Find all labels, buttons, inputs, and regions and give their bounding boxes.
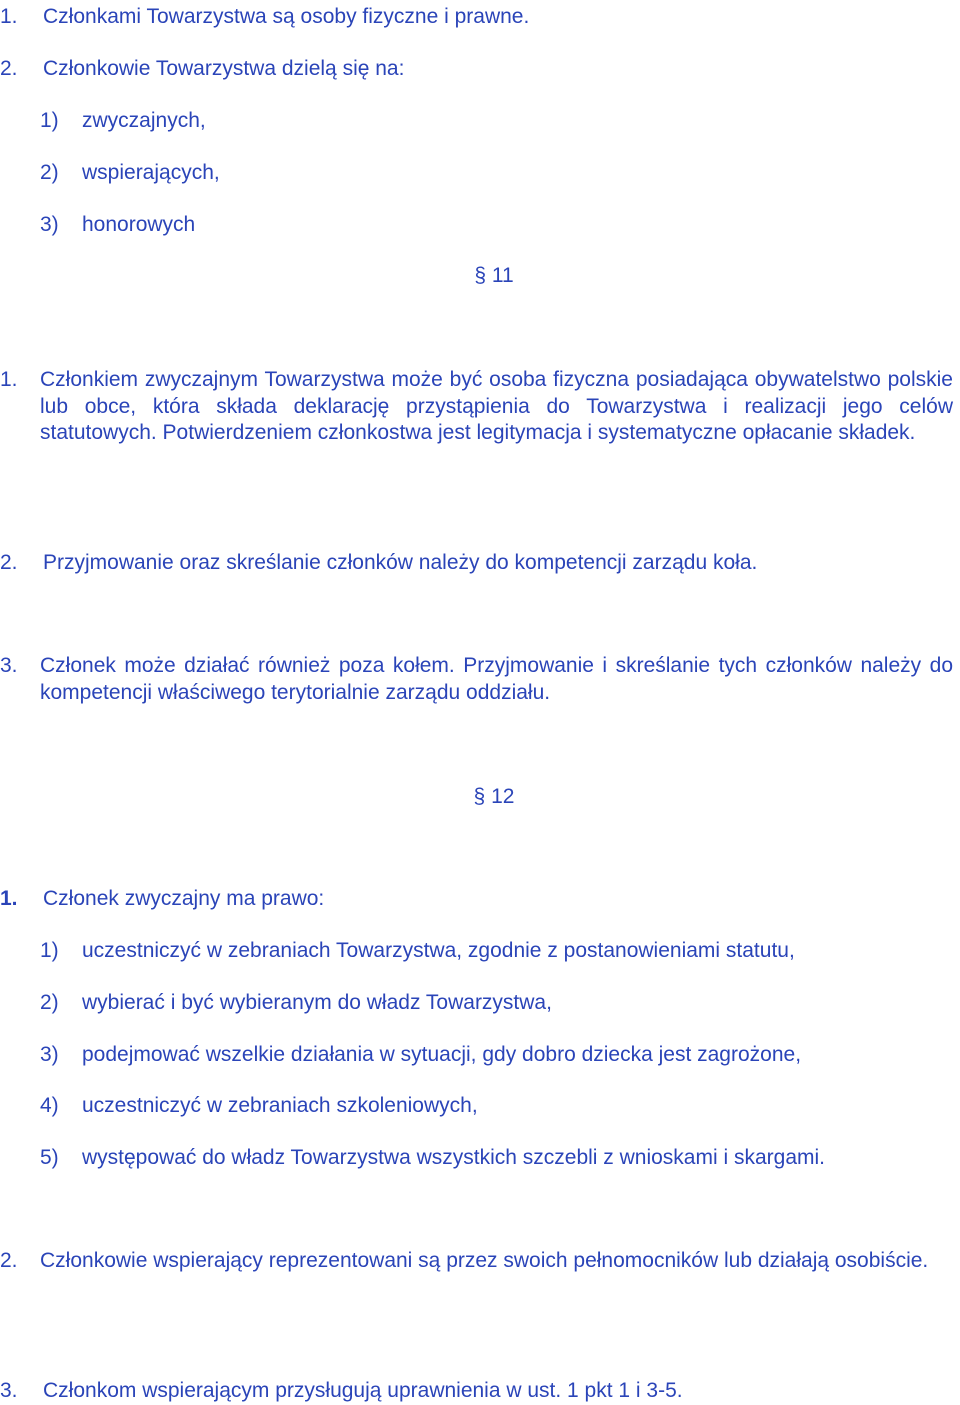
paragraph-number: 3. — [0, 654, 18, 677]
item-text: Członkowie Towarzystwa dzielą się na: — [43, 57, 405, 80]
item-number: 2) — [40, 161, 59, 184]
item-number: 5) — [40, 1146, 59, 1169]
item-text: wybierać i być wybieranym do władz Towarzystwa, — [82, 991, 552, 1014]
paragraph-number: 3. — [0, 1379, 18, 1402]
item-number: 3) — [40, 213, 59, 236]
paragraph-number: 1. — [0, 887, 18, 910]
paragraph-text: Członkiem zwyczajnym Towarzystwa może być osoba fizyczna posiadająca obywatelstwo polskie lub obce, która składa deklarację przystąpienia do Towarzystwa i realizacji jego celów statutowych. Potwierdzeniem członkostwa jest legitymacja i systematyczne opłacanie składek. — [40, 368, 953, 444]
item-number: 2. — [0, 57, 18, 80]
item-text: honorowych — [82, 213, 196, 236]
item-text: Członkami Towarzystwa są osoby fizyczne i prawne. — [43, 5, 530, 28]
item-number: 3) — [40, 1043, 59, 1066]
item-text: występować do władz Towarzystwa wszystkich szczebli z wnioskami i skargami. — [82, 1146, 826, 1169]
section-symbol: § — [474, 264, 487, 287]
item-number: 2) — [40, 991, 59, 1014]
item-number: 1) — [40, 109, 59, 132]
paragraph-text: Członkowie wspierający reprezentowani są przez swoich pełnomocników lub działają osobiście. — [40, 1249, 929, 1272]
item-text: wspierających, — [82, 161, 220, 184]
paragraph-number: 1. — [0, 368, 18, 391]
paragraph-text: Przyjmowanie oraz skreślanie członków należy do kompetencji zarządu koła. — [43, 551, 758, 574]
section-symbol: § — [473, 785, 486, 808]
paragraph-text: Członek zwyczajny ma prawo: — [43, 887, 325, 910]
item-number: 1. — [0, 5, 18, 28]
item-number: 4) — [40, 1094, 59, 1117]
paragraph-text: Członkom wspierającym przysługują uprawnienia w ust. 1 pkt 1 i 3-5. — [43, 1379, 683, 1402]
paragraph-number: 2. — [0, 1249, 18, 1272]
paragraph — [0, 653, 953, 706]
paragraph — [0, 1248, 953, 1275]
section-heading-12 — [0, 784, 960, 810]
item-number: 1) — [40, 939, 59, 962]
item-text: zwyczajnych, — [82, 109, 206, 132]
paragraph-text: Członek może działać również poza kołem. Przyjmowanie i skreślanie tych członków należy do kompetencji właściwego terytorialnie zarządu oddziału. — [40, 654, 953, 704]
paragraph — [0, 367, 953, 447]
item-text: uczestniczyć w zebraniach szkoleniowych, — [82, 1094, 478, 1117]
section-number: 12 — [491, 785, 515, 808]
section-number: 11 — [491, 264, 514, 287]
paragraph-number: 2. — [0, 551, 18, 574]
item-text: podejmować wszelkie działania w sytuacji, gdy dobro dziecka jest zagrożone, — [82, 1043, 802, 1066]
item-text: uczestniczyć w zebraniach Towarzystwa, zgodnie z postanowieniami statutu, — [82, 939, 795, 962]
section-heading-11 — [0, 263, 960, 289]
